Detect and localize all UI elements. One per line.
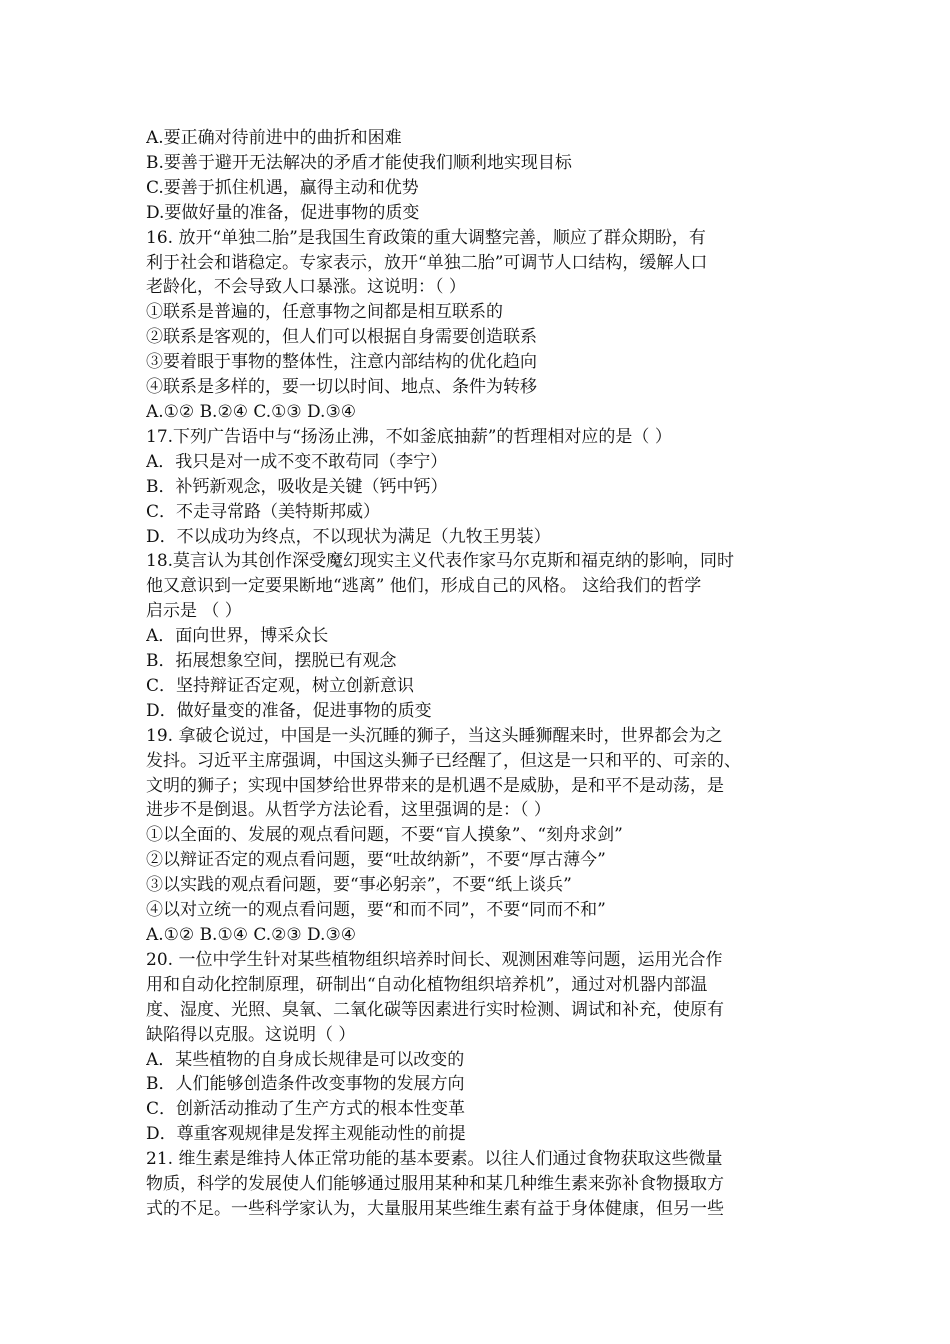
option-20-d: D．尊重客观规律是发挥主观能动性的前提 (146, 1124, 466, 1145)
question-16-stem: 16. 放开“单独二胎”是我国生育政策的重大调整完善，顺应了群众期盼，有 (146, 227, 706, 248)
question-20-stem: 用和自动化控制原理，研制出“自动化植物组织培养机”，通过对机器内部温 (146, 974, 708, 995)
statement-16-3: ③要着眼于事物的整体性，注意内部结构的优化趋向 (146, 352, 537, 373)
statement-19-1: ①以全面的、发展的观点看问题，不要“盲人摸象”、“刻舟求剑” (146, 825, 623, 846)
document-body (146, 126, 826, 1222)
option-15-c: C.要善于抓住机遇，赢得主动和优势 (146, 177, 419, 198)
option-20-b: B．人们能够创造条件改变事物的发展方向 (146, 1074, 465, 1095)
question-19-stem: 发抖。习近平主席强调，中国这头狮子已经醒了，但这是一只和平的、可亲的、 (146, 750, 741, 771)
option-18-a: A．面向世界，博采众长 (146, 626, 329, 647)
option-18-b: B．拓展想象空间，摆脱已有观念 (146, 651, 397, 672)
options-16: A.①② B.②④ C.①③ D.③④ (146, 401, 356, 422)
option-15-b: B.要善于避开无法解决的矛盾才能使我们顺利地实现目标 (146, 152, 572, 173)
statement-19-2: ②以辩证否定的观点看问题，要“吐故纳新”，不要“厚古薄今” (146, 850, 606, 871)
option-20-a: A．某些植物的自身成长规律是可以改变的 (146, 1049, 465, 1070)
statement-16-2: ②联系是客观的，但人们可以根据自身需要创造联系 (146, 327, 537, 348)
question-20-stem: 20. 一位中学生针对某些植物组织培养时间长、观测困难等问题，运用光合作 (146, 949, 723, 970)
question-20-stem: 度、湿度、光照、臭氧、二氧化碳等因素进行实时检测、调试和补充，使原有 (146, 999, 724, 1020)
question-21-stem: 21. 维生素是维持人体正常功能的基本要素。以往人们通过食物获取这些微量 (146, 1149, 723, 1170)
statement-16-4: ④联系是多样的，要一切以时间、地点、条件为转移 (146, 377, 537, 398)
option-17-b: B．补钙新观念，吸收是关键（钙中钙） (146, 476, 448, 497)
question-19-stem: 进步不是倒退。从哲学方法论看，这里强调的是：（ ） (146, 800, 551, 821)
statement-19-4: ④以对立统一的观点看问题，要“和而不同”，不要“同而不和” (146, 900, 606, 921)
statement-16-1: ①联系是普遍的，任意事物之间都是相互联系的 (146, 302, 503, 323)
options-19: A.①② B.①④ C.②③ D.③④ (146, 925, 356, 945)
statement-19-3: ③以实践的观点看问题，要“事必躬亲”，不要“纸上谈兵” (146, 875, 572, 896)
question-21-stem: 式的不足。一些科学家认为，大量服用某些维生素有益于身体健康，但另一些 (146, 1198, 724, 1219)
question-18-stem: 启示是 （ ） (146, 601, 242, 622)
question-19-stem: 19. 拿破仑说过，中国是一头沉睡的狮子，当这头睡狮醒来时，世界都会为之 (146, 725, 723, 746)
option-18-c: C．坚持辩证否定观，树立创新意识 (146, 675, 415, 696)
question-18-stem: 他又意识到一定要果断地“逃离” 他们，形成自己的风格。 这给我们的哲学 (146, 576, 702, 597)
option-17-a: A．我只是对一成不变不敢苟同（李宁） (146, 451, 448, 472)
question-18-stem: 18.莫言认为其创作深受魔幻现实主义代表作家马尔克斯和福克纳的影响，同时 (146, 551, 735, 572)
question-21-stem: 物质，科学的发展使人们能够通过服用某种和某几种维生素来弥补食物摄取方 (146, 1174, 724, 1195)
option-18-d: D．做好量变的准备，促进事物的质变 (146, 700, 432, 721)
option-15-d: D.要做好量的准备，促进事物的质变 (146, 202, 420, 223)
question-20-stem: 缺陷得以克服。这说明（ ） (146, 1024, 356, 1045)
option-15-a: A.要正确对待前进中的曲折和困难 (146, 128, 402, 148)
option-17-d: D．不以成功为终点，不以现状为满足（九牧王男装） (146, 526, 551, 547)
question-17-stem: 17.下列广告语中与“扬汤止沸，不如釜底抽薪”的哲理相对应的是（ ） (146, 426, 672, 447)
option-20-c: C．创新活动推动了生产方式的根本性变革 (146, 1099, 466, 1120)
option-17-c: C．不走寻常路（美特斯邦威） (146, 501, 381, 522)
question-19-stem: 文明的狮子；实现中国梦给世界带来的是机遇不是威胁，是和平不是动荡，是 (146, 775, 724, 796)
question-16-stem: 利于社会和谐稳定。专家表示，放开“单独二胎”可调节人口结构，缓解人口 (146, 252, 708, 273)
question-16-stem: 老龄化，不会导致人口暴涨。这说明：（ ） (146, 277, 466, 298)
